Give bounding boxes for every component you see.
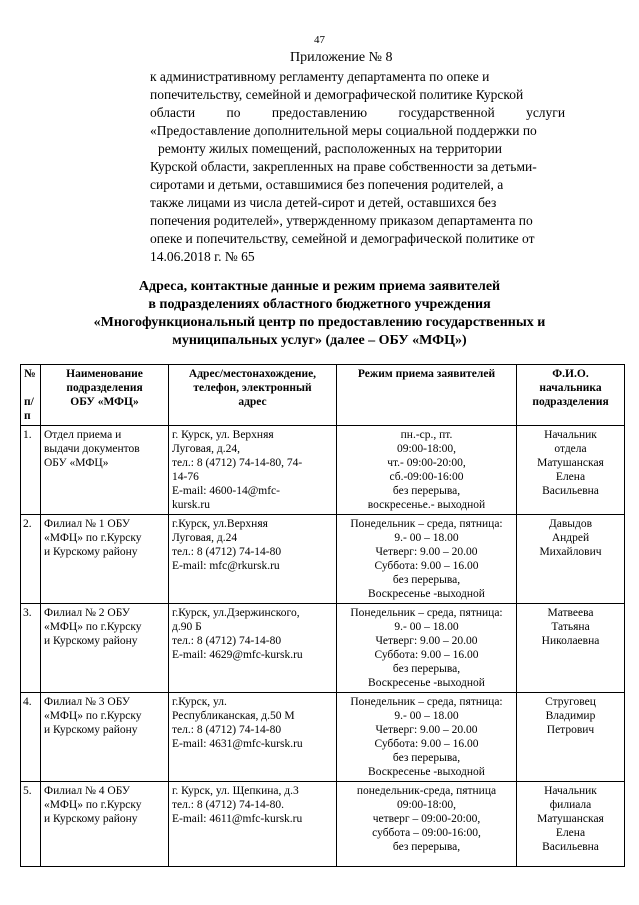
header-name: Наименование подразделения ОБУ «МФЦ» <box>41 365 169 426</box>
office-head: Струговец Владимир Петрович <box>517 693 625 782</box>
appendix-line: области по предоставлению государственной услуги <box>150 105 566 120</box>
office-schedule: понедельник-среда, пятница 09:00-18:00, четверг – 09:00-20:00, суббота – 09:00-16:00, без перерыва, <box>337 782 517 867</box>
appendix-line: попечительству, семейной и демографической политике Курской <box>150 87 524 102</box>
office-head: Начальник отдела Матушанская Елена Васильевна <box>517 426 625 515</box>
heading-line: в подразделениях областного бюджетного учреждения <box>148 297 491 312</box>
office-name: Филиал № 3 ОБУ «МФЦ» по г.Курску и Курскому району <box>41 693 169 782</box>
row-number: 2. <box>21 515 41 604</box>
table-row <box>21 782 625 867</box>
table-row <box>21 693 625 782</box>
heading-line: Адреса, контактные данные и режим приема заявителей <box>138 279 501 294</box>
appendix-line: «Предоставление дополнительной меры социальной поддержки по <box>150 123 537 138</box>
office-head: Матвеева Татьяна Николаевна <box>517 604 625 693</box>
office-name: Отдел приема и выдачи документов ОБУ «МФЦ» <box>41 426 169 515</box>
offices-table <box>20 364 625 867</box>
appendix-line: опеке и попечительству, семейной и демографической политике от <box>150 231 535 246</box>
row-number: 1. <box>21 426 41 515</box>
office-address: г. Курск, ул. Верхняя Луговая, д.24, тел.: 8 (4712) 74-14-80, 74- 14-76 E-mail: 4600-14@mfc- kursk.ru <box>169 426 337 515</box>
header-schedule: Режим приема заявителей <box>337 365 517 426</box>
section-heading <box>60 278 579 350</box>
office-name: Филиал № 2 ОБУ «МФЦ» по г.Курску и Курскому району <box>41 604 169 693</box>
appendix-line: 14.06.2018 г. № 65 <box>150 249 255 264</box>
appendix-line: к административному регламенту департамента по опеке и <box>150 69 490 84</box>
table-row <box>21 426 625 515</box>
office-address: г.Курск, ул.Дзержинского, д.90 Б тел.: 8 (4712) 74-14-80 E-mail: 4629@mfc-kursk.ru <box>169 604 337 693</box>
office-head: Давыдов Андрей Михайлович <box>517 515 625 604</box>
heading-line: муниципальных услуг» (далее – ОБУ «МФЦ») <box>172 333 467 348</box>
office-head: Начальник филиала Матушанская Елена Васильевна <box>517 782 625 867</box>
office-address: г. Курск, ул. Щепкина, д.3 тел.: 8 (4712) 74-14-80. E-mail: 4611@mfc-kursk.ru <box>169 782 337 867</box>
heading-line: «Многофункциональный центр по предоставлению государственных и <box>93 315 546 330</box>
office-name: Филиал № 4 ОБУ «МФЦ» по г.Курску и Курскому району <box>41 782 169 867</box>
row-number: 5. <box>21 782 41 867</box>
appendix-line: ремонту жилых помещений, расположенных на территории <box>158 141 502 156</box>
header-address: Адрес/местонахождение, телефон, электронный адрес <box>169 365 337 426</box>
office-address: г.Курск, ул. Республиканская, д.50 М тел.: 8 (4712) 74-14-80 E-mail: 4631@mfc-kursk.ru <box>169 693 337 782</box>
row-number: 3. <box>21 604 41 693</box>
appendix-line: Курской области, закрепленных на праве собственности за детьми- <box>150 159 537 174</box>
page-number: 47 <box>314 34 325 46</box>
table-row <box>21 604 625 693</box>
appendix-text <box>150 68 587 266</box>
table-header-row <box>21 365 625 426</box>
office-schedule: Понедельник – среда, пятница: 9.- 00 – 18.00 Четверг: 9.00 – 20.00 Суббота: 9.00 – 16.00 без перерыва, Воскресенье -выходной <box>337 604 517 693</box>
office-schedule: Понедельник – среда, пятница: 9.- 00 – 18.00 Четверг: 9.00 – 20.00 Суббота: 9.00 – 16.00 без перерыва, Воскресенье -выходной <box>337 693 517 782</box>
table-row <box>21 515 625 604</box>
office-schedule: пн.-ср., пт. 09:00-18:00, чт.- 09:00-20:00, сб.-09:00-16:00 без перерыва, воскресенье.- выходной <box>337 426 517 515</box>
office-schedule: Понедельник – среда, пятница: 9.- 00 – 18.00 Четверг: 9.00 – 20.00 Суббота: 9.00 – 16.00 без перерыва, Воскресенье -выходной <box>337 515 517 604</box>
appendix-line: также лицами из числа детей-сирот и детей, оставшихся без <box>150 195 497 210</box>
appendix-line: попечения родителей», утвержденному приказом департамента по <box>150 213 533 228</box>
header-head: Ф.И.О. начальника подразделения <box>517 365 625 426</box>
appendix-line: сиротами и детьми, оставшимися без попечения родителей, а <box>150 177 504 192</box>
office-address: г.Курск, ул.Верхняя Луговая, д.24 тел.: 8 (4712) 74-14-80 E-mail: mfc@rkursk.ru <box>169 515 337 604</box>
header-num: № п/ п <box>21 365 41 426</box>
row-number: 4. <box>21 693 41 782</box>
appendix-title: Приложение № 8 <box>290 50 393 65</box>
office-name: Филиал № 1 ОБУ «МФЦ» по г.Курску и Курскому району <box>41 515 169 604</box>
